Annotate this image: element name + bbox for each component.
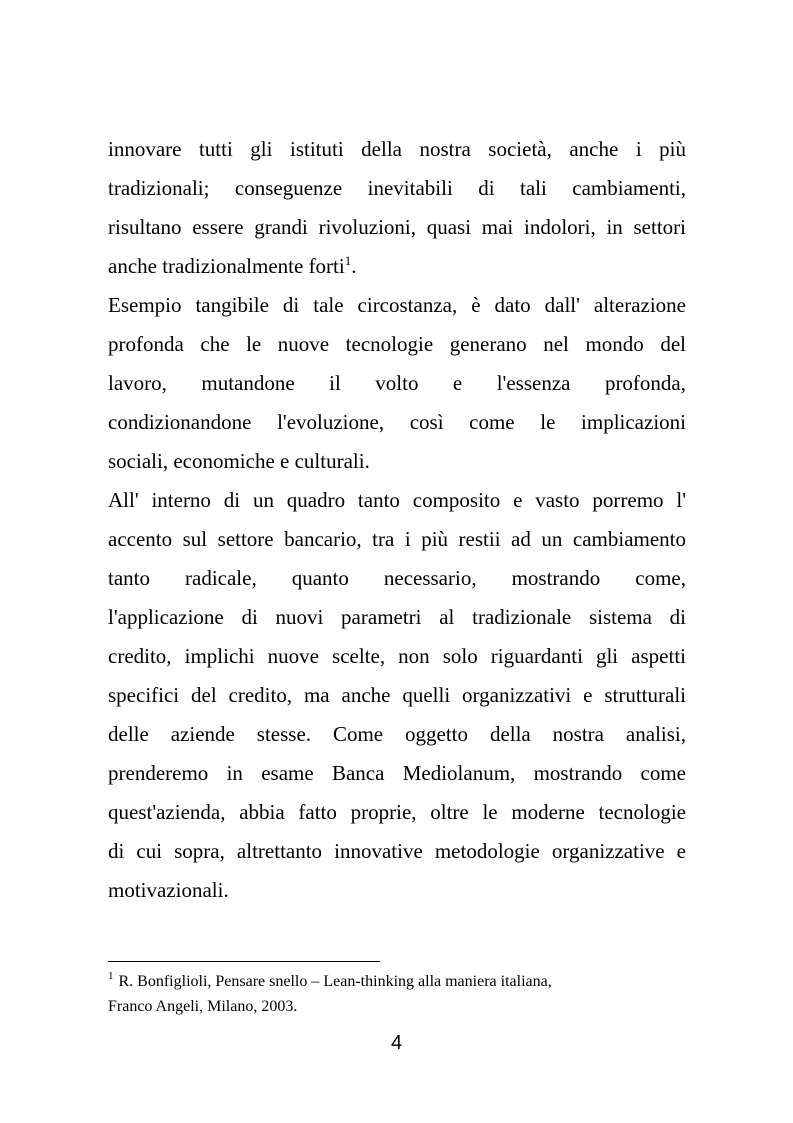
body-line-4-text: anche tradizionalmente forti [108,254,345,278]
body-line-19: di cui sopra, altrettanto innovative metodologie organizzative e [108,839,686,863]
body-line-20: motivazionali. [108,878,229,902]
body-line-8: condizionandone l'evoluzione, così come le implicazioni [108,410,686,434]
body-line-14: credito, implichi nuove scelte, non solo riguardanti gli aspetti [108,644,686,668]
footnote-text-1: R. Bonfiglioli, Pensare snello – Lean-thinking alla maniera italiana, [118,973,552,990]
body-line-11: accento sul settore bancario, tra i più restii ad un cambiamento [108,527,686,551]
body-line-5: Esempio tangibile di tale circostanza, è dato dall' alterazione [108,293,686,317]
body-line-15: specifici del credito, ma anche quelli organizzativi e strutturali [108,683,686,707]
body-line-7: lavoro, mutandone il volto e l'essenza profonda, [108,371,686,395]
page-number: 4 [390,1032,403,1054]
body-line-12: tanto radicale, quanto necessario, mostrando come, [108,566,686,590]
body-line-6: profonda che le nuove tecnologie generano nel mondo del [108,332,686,356]
body-line-10: All' interno di un quadro tanto composito e vasto porremo l' [108,488,686,512]
body-line-3: risultano essere grandi rivoluzioni, quasi mai indolori, in settori [108,215,686,239]
footnote-line-1 [108,972,552,992]
footnote-reference: 1 [344,253,352,268]
body-line-1: innovare tutti gli istituti della nostra società, anche i più [108,137,686,161]
body-line-4 [108,254,686,278]
body-line-17: prenderemo in esame Banca Mediolanum, mostrando come [108,761,686,785]
body-line-9: sociali, economiche e culturali. [108,449,370,473]
body-line-16: delle aziende stesse. Come oggetto della nostra analisi, [108,722,686,746]
footnote-separator [108,961,380,962]
body-line-13: l'applicazione di nuovi parametri al tradizionale sistema di [108,605,686,629]
footnote-line-2: Franco Angeli, Milano, 2003. [108,998,298,1015]
footnote-marker: 1 [108,970,114,982]
body-line-18: quest'azienda, abbia fatto proprie, oltre le moderne tecnologie [108,800,686,824]
body-line-4-period: . [351,254,357,278]
body-line-2: tradizionali; conseguenze inevitabili di tali cambiamenti, [108,176,686,200]
